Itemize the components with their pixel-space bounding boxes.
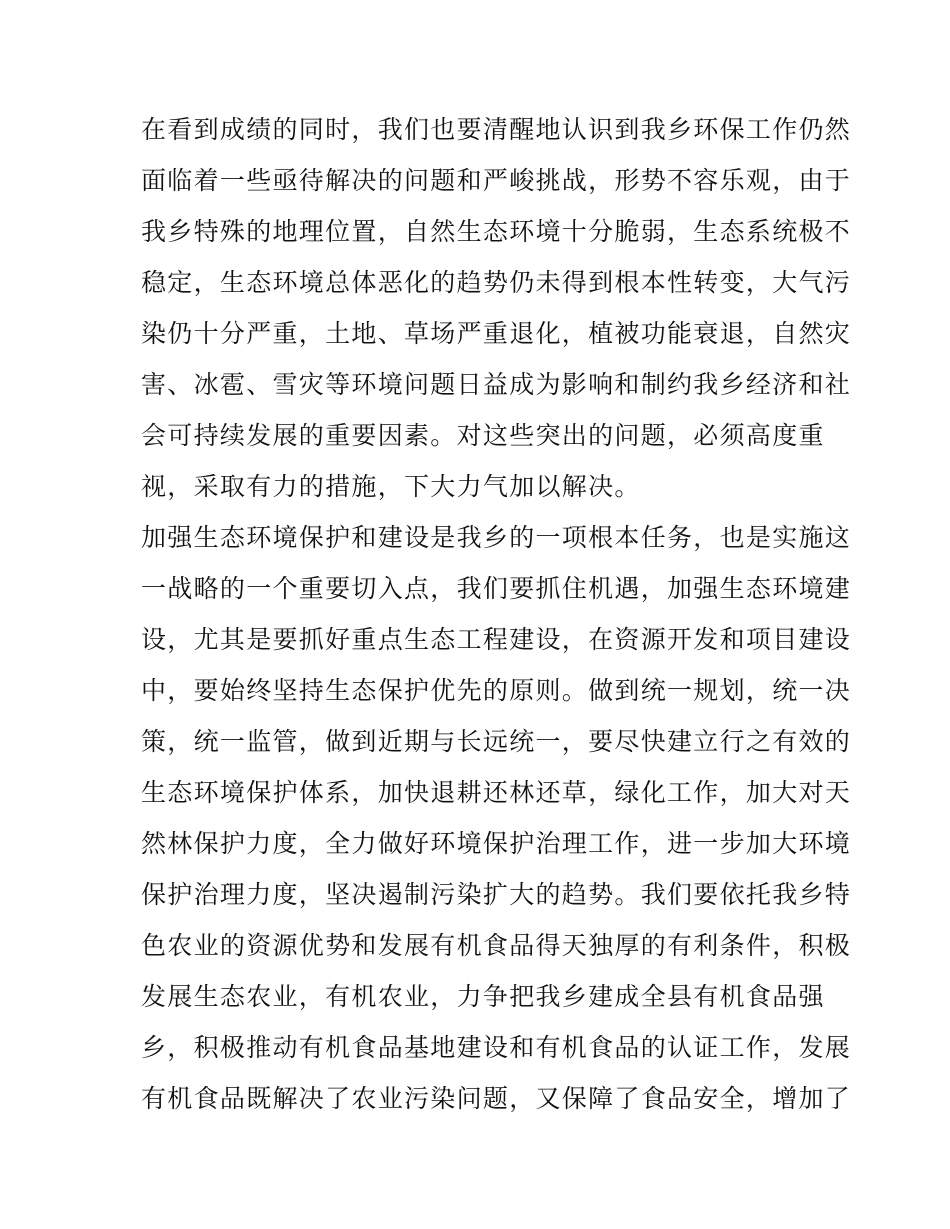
text-line: 发展生态农业，有机农业，力争把我乡建成全县有机食品强: [141, 982, 825, 1011]
text-line: 害、冰雹、雪灾等环境问题日益成为影响和制约我乡经济和社: [141, 370, 852, 399]
text-line: 策，统一监管，做到近期与长远统一，要尽快建立行之有效的: [141, 727, 852, 756]
text-line: 会可持续发展的重要因素。对这些突出的问题，必须高度重: [141, 421, 825, 450]
text-line: 视，采取有力的措施，下大力气加以解决。: [141, 472, 641, 501]
text-line: 加强生态环境保护和建设是我乡的一项根本任务，也是实施这: [141, 523, 852, 552]
text-line: 有机食品既解决了农业污染问题，又保障了食品安全，增加了: [141, 1084, 852, 1113]
text-line: 乡，积极推动有机食品基地建设和有机食品的认证工作，发展: [141, 1033, 852, 1062]
text-line: 色农业的资源优势和发展有机食品得天独厚的有利条件，积极: [141, 931, 852, 960]
text-line: 生态环境保护体系，加快退耕还林还草，绿化工作，加大对天: [141, 778, 852, 807]
text-line: 保护治理力度，坚决遏制污染扩大的趋势。我们要依托我乡特: [141, 880, 852, 909]
text-line: 在看到成绩的同时，我们也要清醒地认识到我乡环保工作仍然: [141, 115, 852, 144]
text-line: 染仍十分严重，土地、草场严重退化，植被功能衰退，自然灾: [141, 319, 852, 348]
text-line: 一战略的一个重要切入点，我们要抓住机遇，加强生态环境建: [141, 574, 852, 603]
text-line: 设，尤其是要抓好重点生态工程建设，在资源开发和项目建设: [141, 625, 852, 654]
text-line: 我乡特殊的地理位置，自然生态环境十分脆弱，生态系统极不: [141, 217, 852, 246]
text-line: 中，要始终坚持生态保护优先的原则。做到统一规划，统一决: [141, 676, 852, 705]
text-line: 稳定，生态环境总体恶化的趋势仍未得到根本性转变，大气污: [141, 268, 852, 297]
text-line: 面临着一些亟待解决的问题和严峻挑战，形势不容乐观，由于: [141, 166, 852, 195]
text-line: 然林保护力度，全力做好环境保护治理工作，进一步加大环境: [141, 829, 852, 858]
